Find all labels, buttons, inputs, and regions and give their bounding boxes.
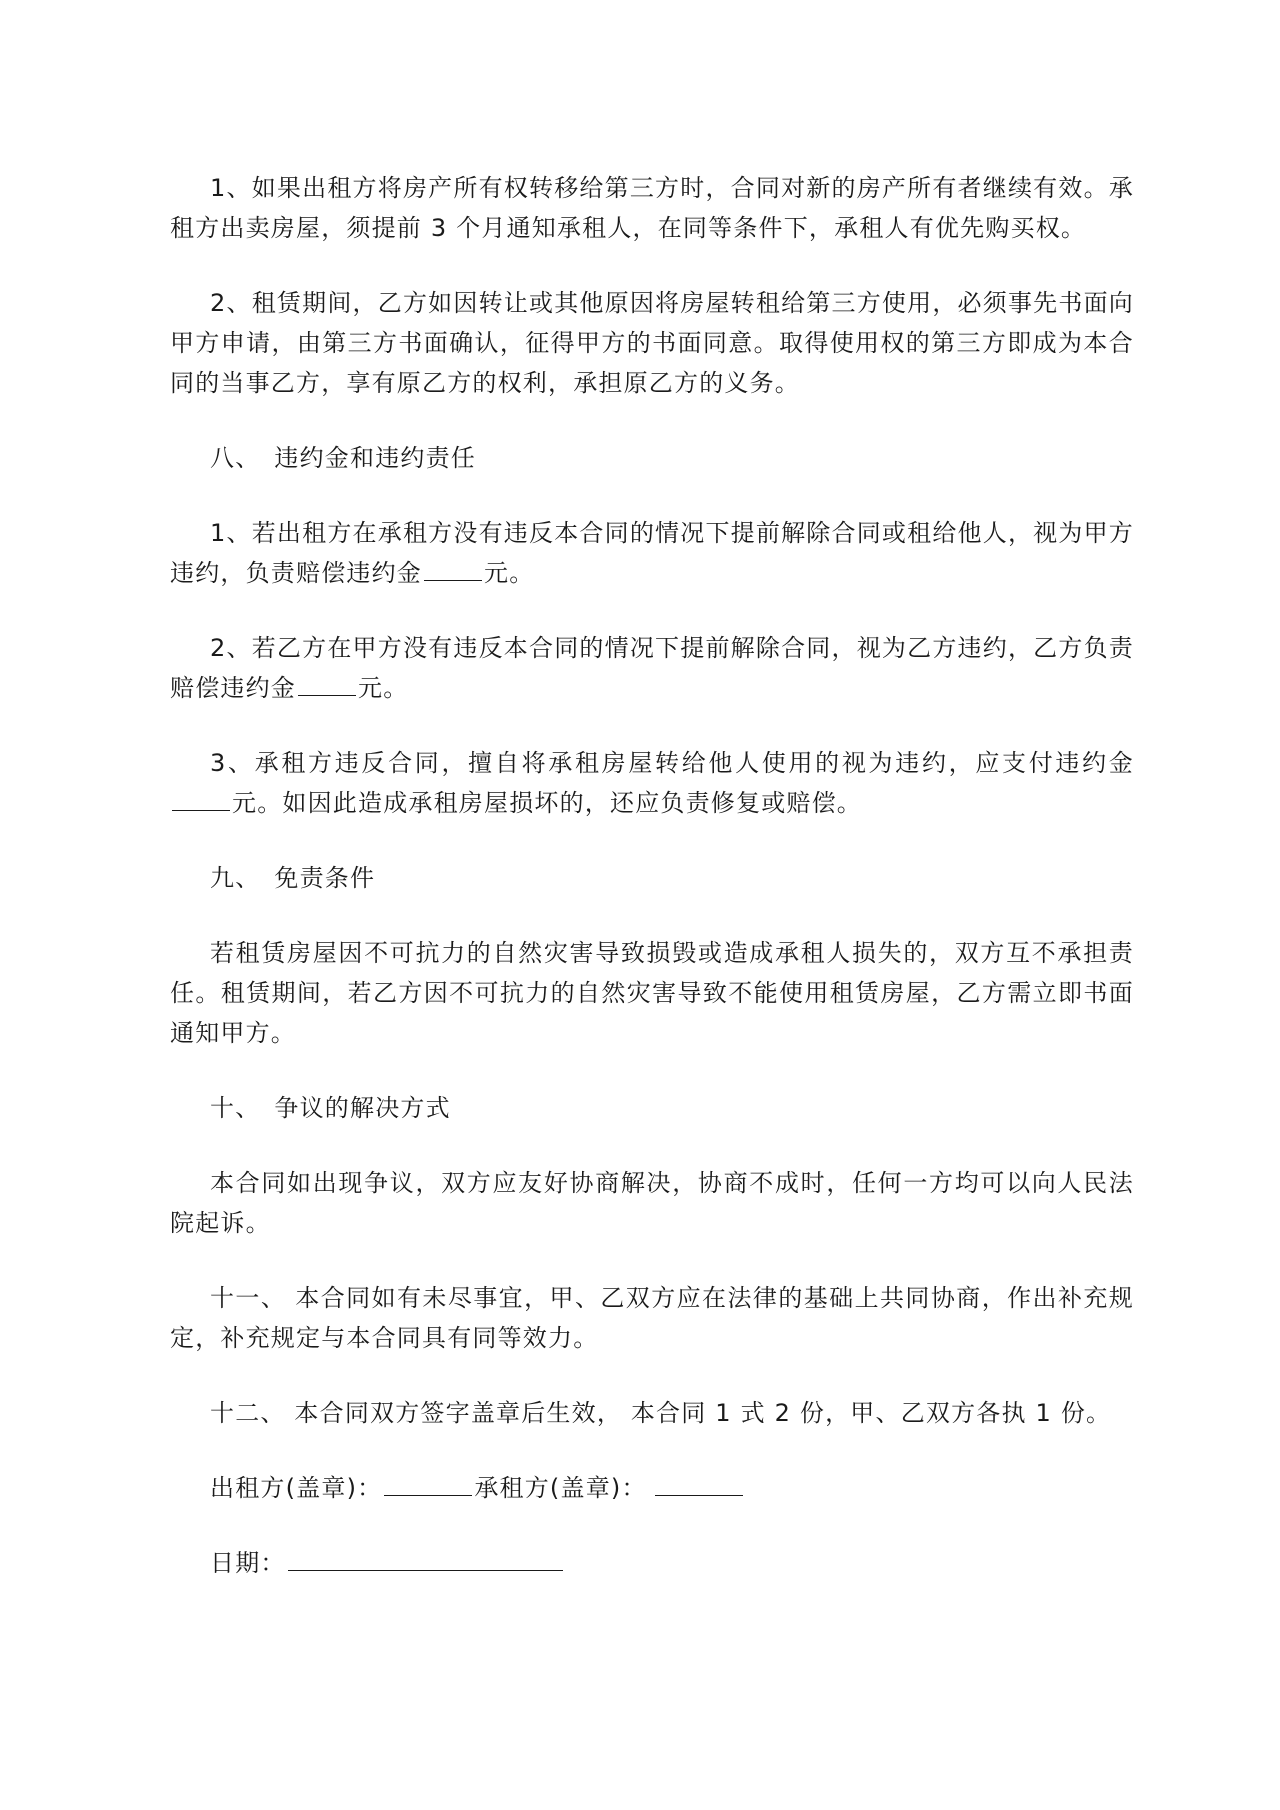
clause-text-end: 元。 (358, 674, 409, 702)
signature-line (170, 1468, 1134, 1508)
clause-sublease: 2、租赁期间，乙方如因转让或其他原因将房屋转租给第三方使用，必须事先书面向甲方申请，由第三方书面确认，征得甲方的书面同意。取得使用权的第三方即成为本合同的当事乙方，享有原乙方的权利，承担原乙方的义务。 (170, 289, 1134, 397)
clause-text-end: 元。如因此造成承租房屋损坏的，还应负责修复或赔偿。 (232, 789, 862, 817)
amount-blank[interactable] (172, 786, 230, 811)
lessee-seal-blank[interactable] (655, 1471, 743, 1496)
date-line (170, 1543, 1134, 1583)
date-label: 日期： (210, 1549, 286, 1577)
clause-text-end: 元。 (484, 559, 535, 587)
clause-text: 1、若出租方在承租方没有违反本合同的情况下提前解除合同或租给他人，视为甲方违约，负责赔偿违约金 (170, 519, 1134, 587)
amount-blank[interactable] (424, 556, 482, 581)
section-title: 违约金和违约责任 (274, 444, 477, 472)
clause-text: 2、若乙方在甲方没有违反本合同的情况下提前解除合同，视为乙方违约，乙方负责赔偿违约金 (170, 634, 1134, 702)
section-number: 九、 (210, 864, 261, 892)
section-number: 十、 (210, 1094, 261, 1122)
lessee-seal-label: 承租方(盖章)： (474, 1474, 647, 1502)
clause-force-majeure: 若租赁房屋因不可抗力的自然灾害导致损毁或造成承租人损失的，双方互不承担责任。租赁期间，若乙方因不可抗力的自然灾害导致不能使用租赁房屋，乙方需立即书面通知甲方。 (170, 939, 1134, 1047)
clause-lessee-breach (170, 628, 1134, 708)
clause-effectiveness: 十二、 本合同双方签字盖章后生效， 本合同 1 式 2 份，甲、乙双方各执 1 份。 (210, 1399, 1112, 1427)
amount-blank[interactable] (298, 671, 356, 696)
lessor-seal-label: 出租方(盖章)： (210, 1474, 383, 1502)
contract-body (170, 168, 1134, 1618)
clause-transfer-ownership: 1、如果出租方将房产所有权转移给第三方时，合同对新的房产所有者继续有效。承租方出卖房屋，须提前 3 个月通知承租人，在同等条件下，承租人有优先购买权。 (170, 174, 1134, 242)
section-number: 八、 (210, 444, 261, 472)
section-heading-exemption (170, 858, 1134, 898)
clause-unauthorized-sublease (170, 743, 1134, 823)
section-title: 免责条件 (274, 864, 376, 892)
section-heading-dispute (170, 1088, 1134, 1128)
section-heading-breach (170, 438, 1134, 478)
section-title: 争议的解决方式 (274, 1094, 451, 1122)
date-blank[interactable] (288, 1546, 563, 1571)
clause-lessor-breach (170, 513, 1134, 593)
lessor-seal-blank[interactable] (384, 1471, 472, 1496)
clause-supplementary: 十一、 本合同如有未尽事宜，甲、乙双方应在法律的基础上共同协商，作出补充规定，补充规定与本合同具有同等效力。 (170, 1284, 1134, 1352)
clause-text: 3、承租方违反合同，擅自将承租房屋转给他人使用的视为违约，应支付违约金 (210, 749, 1134, 777)
clause-dispute-resolution: 本合同如出现争议，双方应友好协商解决，协商不成时，任何一方均可以向人民法院起诉。 (170, 1169, 1134, 1237)
